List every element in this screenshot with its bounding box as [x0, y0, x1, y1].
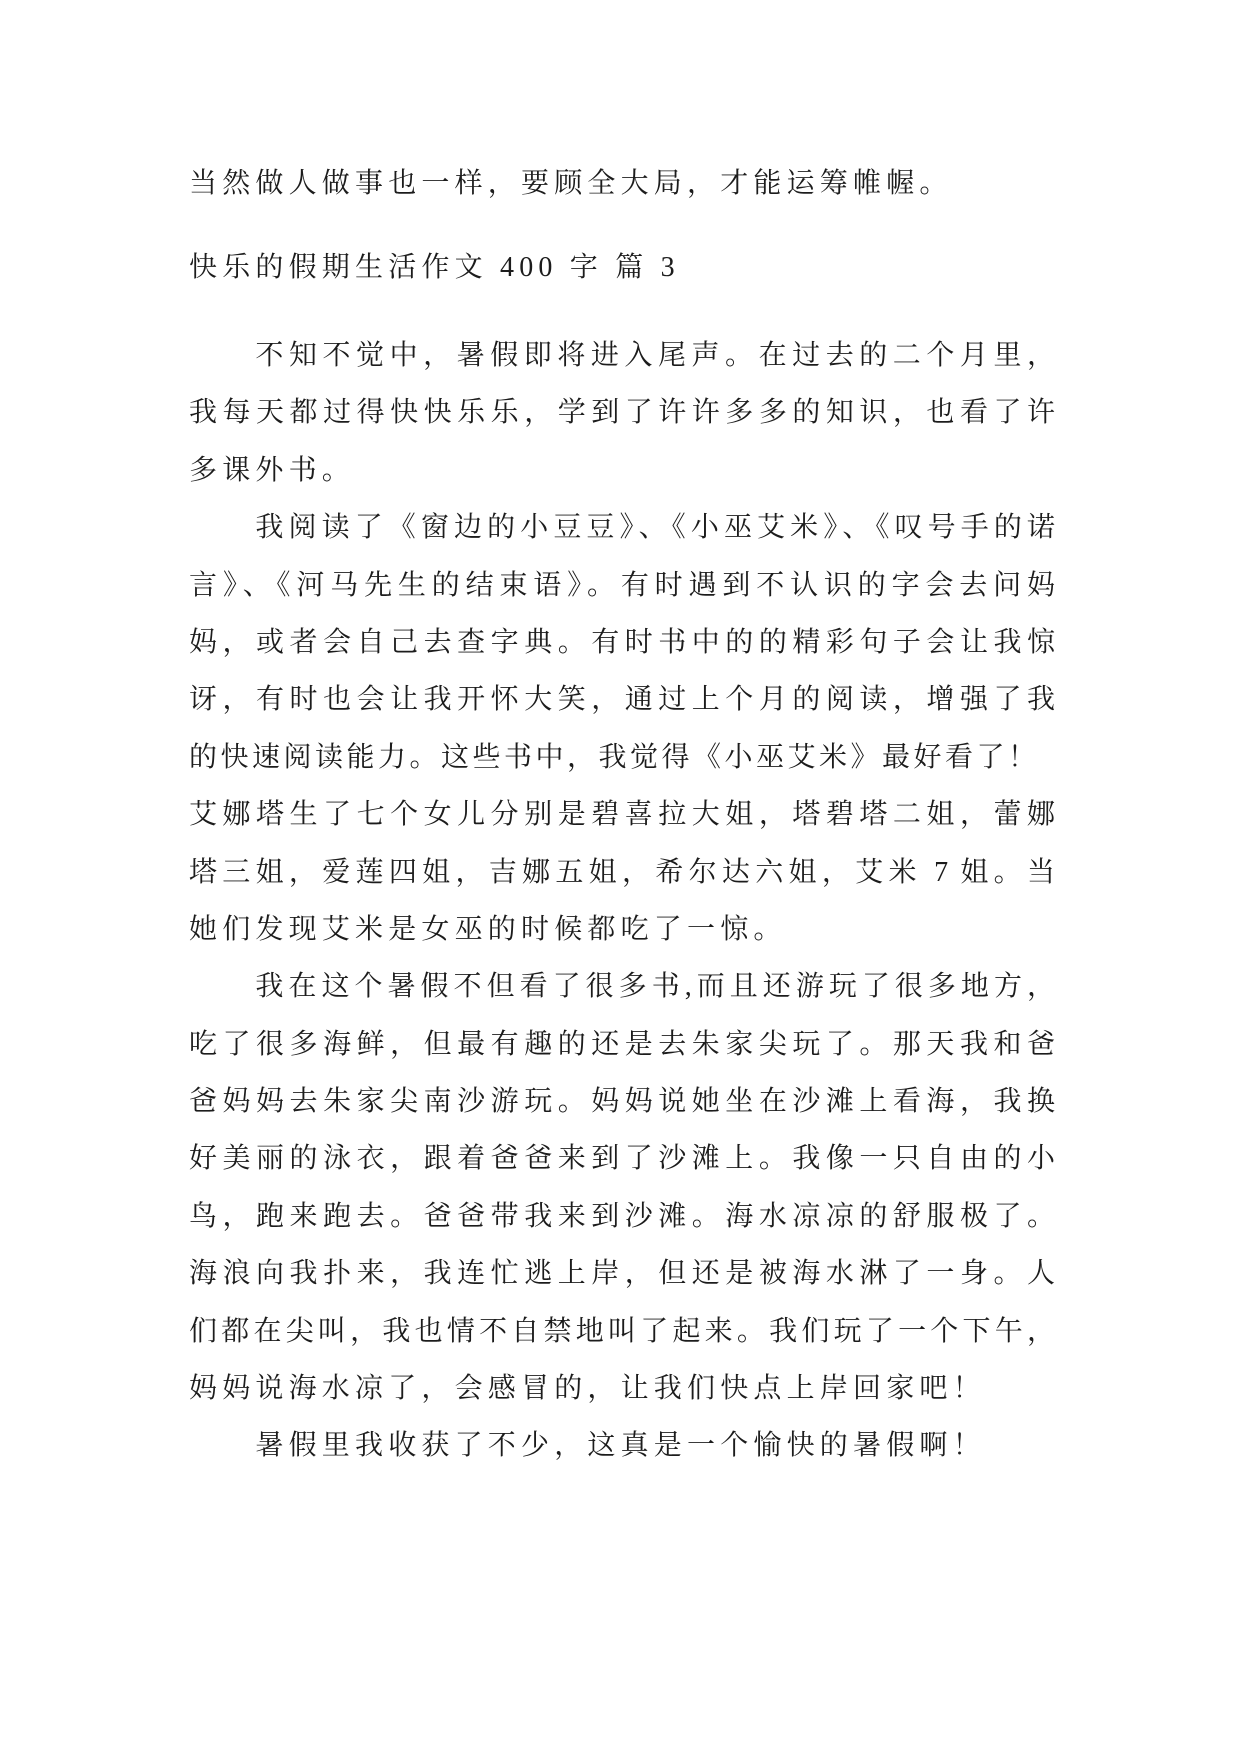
text-line: 妈妈说海水凉了，会感冒的，让我们快点上岸回家吧！ [189, 1373, 986, 1405]
essay-heading-block [189, 239, 1055, 296]
text-line: 我每天都过得快快乐乐，学到了许许多多的知识，也看了许 [189, 397, 1055, 429]
essay-heading: 快乐的假期生活作文 400 字 篇 3 [189, 252, 680, 283]
text-line: 好美丽的泳衣，跟着爸爸来到了沙滩上。我像一只自由的小 [189, 1143, 1055, 1175]
text-line: 我在这个暑假不但看了很多书,而且还游玩了很多地方， [255, 971, 1055, 1003]
text-line: 不知不觉中，暑假即将进入尾声。在过去的二个月里， [255, 340, 1055, 371]
text-line: 多课外书。 [189, 454, 356, 486]
text-line: 海浪向我扑来，我连忙逃上岸，但还是被海水淋了一身。人 [189, 1258, 1055, 1290]
text-line: 讶，有时也会让我开怀大笑，通过上个月的阅读，增强了我 [189, 684, 1055, 716]
text-line: 塔三姐，爱莲四姐，吉娜五姐，希尔达六姐，艾米 7 姐。当 [189, 856, 1055, 888]
text-line: 言》、《河马先生的结束语》。有时遇到不认识的字会去问妈 [189, 569, 1055, 601]
text-line: 暑假里我收获了不少，这真是一个愉快的暑假啊！ [255, 1430, 986, 1462]
text-line: 鸟，跑来跑去。爸爸带我来到沙滩。海水凉凉的舒服极了。 [189, 1200, 1055, 1232]
paragraph [189, 786, 1055, 958]
paragraph [189, 499, 1055, 786]
text-line: 她们发现艾米是女巫的时候都吃了一惊。 [189, 913, 787, 945]
essay-body [189, 327, 1055, 1475]
previous-essay-ending [189, 155, 1055, 212]
text-line: 们都在尖叫，我也情不自禁地叫了起来。我们玩了一个下午， [189, 1315, 1055, 1347]
text-line: 妈，或者会自己去查字典。有时书中的的精彩句子会让我惊 [189, 626, 1055, 658]
text-line: 我阅读了《窗边的小豆豆》、《小巫艾米》、《叹号手的诺 [255, 512, 1055, 544]
paragraph [189, 327, 1055, 499]
text-line: 爸妈妈去朱家尖南沙游玩。妈妈说她坐在沙滩上看海，我换 [189, 1086, 1055, 1118]
text-line: 当然做人做事也一样，要顾全大局，才能运筹帷幄。 [189, 168, 953, 199]
paragraph [189, 1417, 1055, 1474]
text-line: 的快速阅读能力。这些书中，我觉得《小巫艾米》最好看了！ [189, 741, 1040, 773]
paragraph [189, 958, 1055, 1417]
text-line: 艾娜塔生了七个女儿分别是碧喜拉大姐，塔碧塔二姐，蕾娜 [189, 799, 1055, 831]
text-line: 吃了很多海鲜，但最有趣的还是去朱家尖玩了。那天我和爸 [189, 1028, 1055, 1060]
